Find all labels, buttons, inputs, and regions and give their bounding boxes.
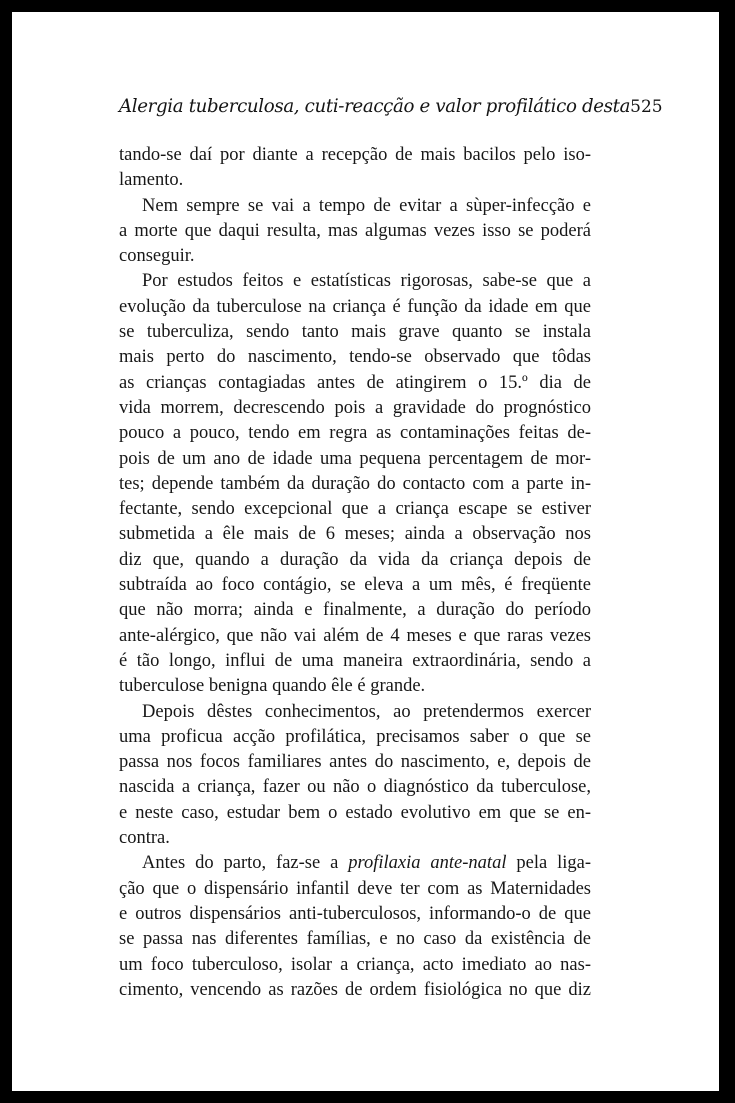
text-line: e neste caso, estudar bem o estado evolutivo em que se en- xyxy=(119,802,591,823)
page-number: 525 xyxy=(630,97,663,117)
text-line: uma proficua acção profilática, precisamos saber o que se xyxy=(119,726,591,747)
paragraph xyxy=(119,851,591,1003)
text-line: mais perto do nascimento, tendo-se observado que tôdas xyxy=(119,347,591,368)
text-line: diz que, quando a duração da vida da criança depois de xyxy=(119,549,591,570)
paragraph xyxy=(119,700,591,852)
emphasized-term: profilaxia ante-natal xyxy=(348,853,507,874)
text-line: Por estudos feitos e estatísticas rigorosas, sabe-se que a xyxy=(142,271,591,292)
text-line: cimento, vencendo as razões de ordem fisiológica no que diz xyxy=(119,979,591,1000)
text-line: pouco a pouco, tendo em regra as contaminações feitas de- xyxy=(119,423,591,444)
text-line: se tuberculiza, sendo tanto mais grave quanto se instala xyxy=(119,322,591,343)
text-line: tes; depende também da duração do contacto com a parte in- xyxy=(119,473,591,494)
text-line: que não morra; ainda e finalmente, a duração do período xyxy=(119,600,591,621)
text-line: subtraída ao foco contágio, se eleva a um mês, é freqüente xyxy=(119,575,591,596)
text-line: e outros dispensários anti-tuberculosos, informando-o de que xyxy=(119,903,591,924)
text-line: evolução da tuberculose na criança é função da idade em que xyxy=(119,296,591,317)
page-header xyxy=(119,96,663,128)
text-line xyxy=(119,851,591,876)
paragraph xyxy=(119,143,591,194)
running-title: Alergia tuberculosa, cuti-reacção e valor profilático desta xyxy=(119,96,631,117)
text-line: Depois dêstes conhecimentos, ao pretendermos exercer xyxy=(142,701,591,722)
text-line: ção que o dispensário infantil deve ter com as Maternidades xyxy=(119,878,591,899)
text-line: Nem sempre se vai a tempo de evitar a sùper-infecção e xyxy=(142,195,591,216)
text-line: tando-se daí por diante a recepção de mais bacilos pelo iso- xyxy=(119,145,591,165)
paragraph xyxy=(119,269,591,699)
text-line: contra. xyxy=(119,828,170,849)
text-line: fectante, sendo excepcional que a criança escape se estiver xyxy=(119,499,591,520)
text-line: ante-alérgico, que não vai além de 4 meses e que raras vezes xyxy=(119,625,591,646)
text-line: a morte que daqui resulta, mas algumas vezes isso se poderá xyxy=(119,220,591,241)
paragraph xyxy=(119,194,591,270)
text-line: é tão longo, influi de uma maneira extraordinária, sendo a xyxy=(119,650,591,671)
text-line: lamento. xyxy=(119,170,184,191)
text-line: se passa nas diferentes famílias, e no caso da existência de xyxy=(119,929,591,950)
text-segment: Antes do parto, faz-se a xyxy=(142,853,349,874)
text-line: passa nos focos familiares antes do nascimento, e, depois de xyxy=(119,752,591,773)
text-line: conseguir. xyxy=(119,246,195,267)
text-line: submetida a êle mais de 6 meses; ainda a observação nos xyxy=(119,524,591,545)
text-line: as crianças contagiadas antes de atingirem o 15.º dia de xyxy=(119,372,591,393)
text-line: vida morrem, decrescendo pois a gravidade do prognóstico xyxy=(119,397,591,418)
text-line: tuberculose benigna quando êle é grande. xyxy=(119,676,426,697)
text-line: um foco tuberculoso, isolar a criança, acto imediato ao nas- xyxy=(119,954,591,975)
text-segment: pela liga- xyxy=(506,853,592,874)
text-line: pois de um ano de idade uma pequena percentagem de mor- xyxy=(119,448,591,469)
body-text xyxy=(119,143,591,1003)
text-line: nascida a criança, fazer ou não o diagnóstico da tuberculose, xyxy=(119,777,591,798)
page xyxy=(12,12,725,1091)
